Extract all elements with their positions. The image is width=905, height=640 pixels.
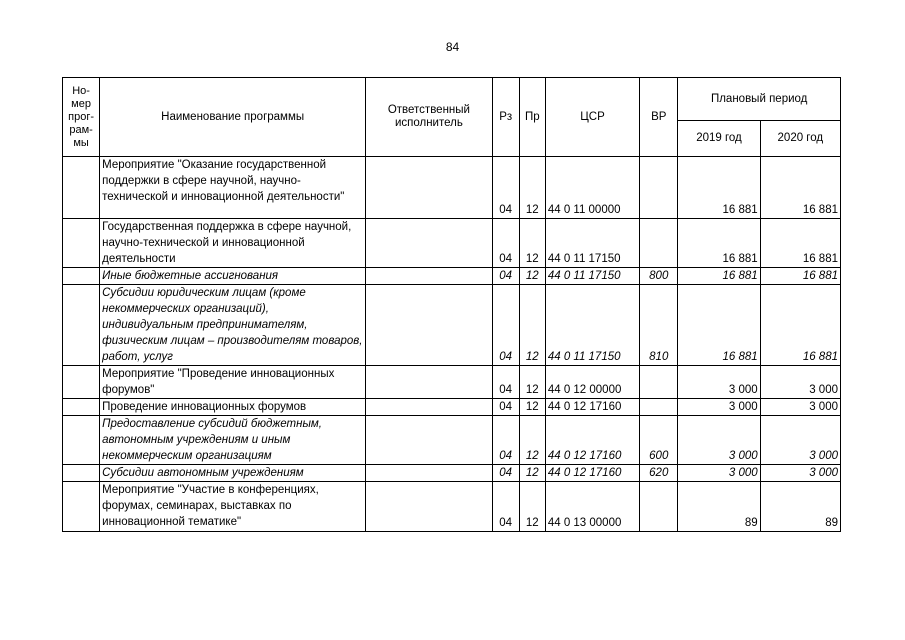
cell-vr — [640, 399, 678, 416]
cell-number — [63, 416, 100, 465]
cell-number — [63, 465, 100, 482]
budget-table — [62, 77, 841, 532]
cell-csr: 44 0 11 17150 — [545, 285, 639, 366]
cell-csr: 44 0 12 00000 — [545, 366, 639, 399]
cell-name: Иные бюджетные ассигнования — [100, 268, 366, 285]
cell-executor — [366, 268, 492, 285]
cell-2019: 16 881 — [678, 157, 760, 219]
cell-rz: 04 — [492, 465, 519, 482]
header-program-number: Но- мер прог- рам- мы — [63, 78, 100, 157]
cell-number — [63, 482, 100, 532]
cell-csr: 44 0 11 00000 — [545, 157, 639, 219]
cell-vr — [640, 157, 678, 219]
table-row — [63, 399, 841, 416]
cell-name: Государственная поддержка в сфере научной, научно-технической и инновационной деятельности — [100, 219, 366, 268]
cell-vr: 800 — [640, 268, 678, 285]
table-row — [63, 366, 841, 399]
table-row — [63, 465, 841, 482]
cell-pr: 12 — [519, 268, 545, 285]
header-executor: Ответственный исполнитель — [366, 78, 492, 157]
cell-name: Субсидии юридическим лицам (кроме некоммерческих организаций), индивидуальным предпринимателям, физическим лицам – производителям товаров, работ, услуг — [100, 285, 366, 366]
cell-csr: 44 0 11 17150 — [545, 219, 639, 268]
cell-2020: 3 000 — [760, 416, 840, 465]
cell-2020: 3 000 — [760, 465, 840, 482]
cell-csr: 44 0 13 00000 — [545, 482, 639, 532]
cell-pr: 12 — [519, 399, 545, 416]
cell-vr — [640, 219, 678, 268]
cell-2020: 3 000 — [760, 366, 840, 399]
cell-vr — [640, 366, 678, 399]
table-row — [63, 285, 841, 366]
table-body — [63, 157, 841, 532]
cell-vr: 810 — [640, 285, 678, 366]
cell-rz: 04 — [492, 268, 519, 285]
cell-2019: 3 000 — [678, 399, 760, 416]
cell-rz: 04 — [492, 219, 519, 268]
cell-number — [63, 268, 100, 285]
cell-pr: 12 — [519, 285, 545, 366]
cell-pr: 12 — [519, 416, 545, 465]
cell-csr: 44 0 11 17150 — [545, 268, 639, 285]
cell-csr: 44 0 12 17160 — [545, 399, 639, 416]
cell-vr — [640, 482, 678, 532]
cell-2020: 89 — [760, 482, 840, 532]
cell-csr: 44 0 12 17160 — [545, 465, 639, 482]
cell-name: Мероприятие "Участие в конференциях, форумах, семинарах, выставках по инновационной тематике" — [100, 482, 366, 532]
cell-2020: 16 881 — [760, 285, 840, 366]
cell-executor — [366, 219, 492, 268]
cell-name: Проведение инновационных форумов — [100, 399, 366, 416]
cell-pr: 12 — [519, 157, 545, 219]
cell-2020: 3 000 — [760, 399, 840, 416]
cell-csr: 44 0 12 17160 — [545, 416, 639, 465]
cell-2019: 3 000 — [678, 366, 760, 399]
cell-executor — [366, 366, 492, 399]
cell-2019: 89 — [678, 482, 760, 532]
header-rz: Рз — [492, 78, 519, 157]
table-row — [63, 482, 841, 532]
cell-rz: 04 — [492, 482, 519, 532]
cell-pr: 12 — [519, 482, 545, 532]
cell-number — [63, 285, 100, 366]
header-year-2019: 2019 год — [678, 121, 760, 157]
cell-executor — [366, 157, 492, 219]
cell-2019: 3 000 — [678, 465, 760, 482]
cell-pr: 12 — [519, 366, 545, 399]
page-number: 84 — [445, 40, 460, 54]
cell-rz: 04 — [492, 399, 519, 416]
table-row — [63, 416, 841, 465]
cell-2020: 16 881 — [760, 157, 840, 219]
cell-rz: 04 — [492, 366, 519, 399]
cell-executor — [366, 465, 492, 482]
cell-2019: 16 881 — [678, 219, 760, 268]
cell-vr: 620 — [640, 465, 678, 482]
cell-name: Мероприятие "Проведение инновационных форумов" — [100, 366, 366, 399]
table-header — [63, 78, 841, 157]
cell-2020: 16 881 — [760, 219, 840, 268]
table-row — [63, 268, 841, 285]
cell-pr: 12 — [519, 219, 545, 268]
cell-rz: 04 — [492, 416, 519, 465]
cell-2019: 16 881 — [678, 285, 760, 366]
cell-rz: 04 — [492, 285, 519, 366]
cell-name: Предоставление субсидий бюджетным, автономным учреждениям и иным некоммерческим организациям — [100, 416, 366, 465]
cell-executor — [366, 399, 492, 416]
cell-name: Мероприятие "Оказание государственной поддержки в сфере научной, научно-технической и инновационной деятельности" — [100, 157, 366, 219]
header-csr: ЦСР — [545, 78, 639, 157]
cell-rz: 04 — [492, 157, 519, 219]
cell-number — [63, 366, 100, 399]
cell-vr: 600 — [640, 416, 678, 465]
cell-executor — [366, 482, 492, 532]
cell-pr: 12 — [519, 465, 545, 482]
cell-number — [63, 157, 100, 219]
table-row — [63, 157, 841, 219]
header-plan-period: Плановый период — [678, 78, 841, 121]
table-row — [63, 219, 841, 268]
cell-2019: 16 881 — [678, 268, 760, 285]
header-program-name: Наименование программы — [100, 78, 366, 157]
header-year-2020: 2020 год — [760, 121, 840, 157]
cell-executor — [366, 285, 492, 366]
header-vr: ВР — [640, 78, 678, 157]
cell-2019: 3 000 — [678, 416, 760, 465]
header-pr: Пр — [519, 78, 545, 157]
cell-number — [63, 219, 100, 268]
cell-2020: 16 881 — [760, 268, 840, 285]
cell-executor — [366, 416, 492, 465]
cell-name: Субсидии автономным учреждениям — [100, 465, 366, 482]
cell-number — [63, 399, 100, 416]
